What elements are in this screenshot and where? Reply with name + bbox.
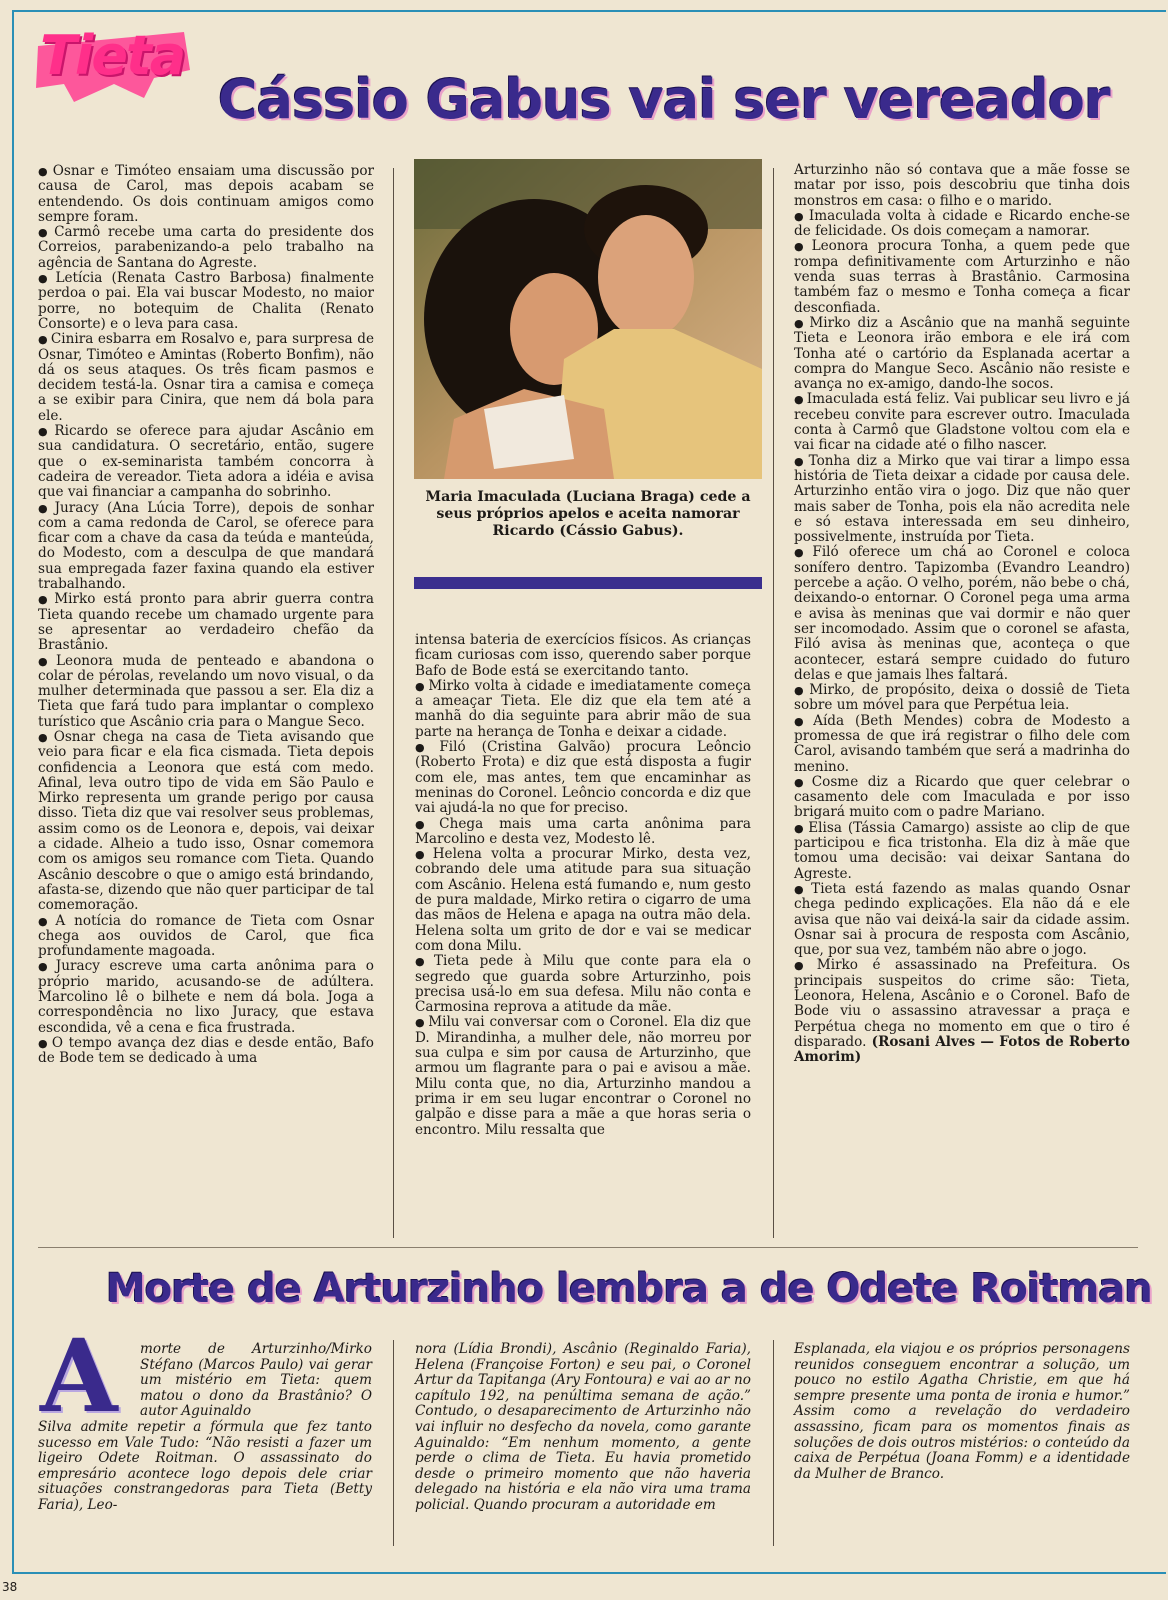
story2-col3: Esplanada, ela viajou e os próprios personagens reunidos conseguem encontrar a solução, um pouco no estilo Agatha Christie, em que há sempre presente uma ponta de ironia e humor.” Assim como a revelação do verdadeiro assassino, ficam para os momentos finais as soluções de dois outros mistérios: o conteúdo da caixa de Perpétua (Joana Fomm) e a identidade da Mulher de Branco.	[794, 1341, 1130, 1482]
story2-col1-top: morte de Arturzinho/Mirko Stéfano (Marcos Paulo) vai gerar um mistério em Tieta: quem matou o dono da Brastânio? O autor Aguinaldo	[140, 1341, 372, 1420]
news-item	[38, 654, 374, 730]
bullet-icon: ●	[38, 593, 52, 607]
item-text: Osnar chega na casa de Tieta avisando que veio para ficar e ela fica cismada. Tieta depois confidencia a Leonora que está com medo. Afinal, leva outro tipo de vida em São Paulo e Mirko representa um grande perigo por causa disso. Tieta diz que vai resolver seus problemas, assim como os de Leonora e, depois, vai deixar a cidade. Alheio a tudo isso, Osnar comemora com os amigos seu romance com Tieta. Quando Ascânio descobre o que o amigo está brindando, afasta-se, dizendo que não quer participar de tal comemoração.	[38, 728, 374, 914]
item-text: O tempo avança dez dias e desde então, Bafo de Bode tem se dedicado à uma	[38, 1034, 374, 1067]
news-item	[415, 954, 751, 1015]
news-item	[794, 209, 1130, 240]
photo-caption: Maria Imaculada (Luciana Braga) cede a seus próprios apelos e aceita namorar Ricardo (Cássio Gabus).	[425, 489, 751, 539]
bullet-icon: ●	[38, 1036, 49, 1050]
item-text: intensa bateria de exercícios físicos. As crianças ficam curiosas com isso, querendo saber porque Bafo de Bode está se exercitando tanto.	[415, 632, 751, 679]
news-item	[415, 1015, 751, 1137]
item-text: Cinira esbarra em Rosalvo e, para surpresa de Osnar, Timóteo e Amintas (Roberto Bonfim), não dá os seus ataques. Os três ficam pasmos e decidem testá-la. Osnar tira a camisa e começa a se exibir para Cinira, que nem dá bola para ele.	[38, 331, 374, 424]
bullet-icon: ●	[415, 741, 437, 755]
column-divider	[773, 168, 774, 1238]
bullet-icon: ●	[38, 226, 52, 240]
item-text: Letícia (Renata Castro Barbosa) finalmente perdoa o pai. Ela vai buscar Modesto, no maior porre, no botequim de Chalita (Renato Consorte) e o leva para casa.	[38, 270, 374, 332]
bullet-icon: ●	[38, 165, 50, 178]
item-text: Mirko é assassinado na Prefeitura. Os principais suspeitos do crime são: Tieta, Leonora, Helena, Ascânio e o Coronel. Bafo de Bode viu o assassino atravessar a praça e Perpétua chega no momento em que o tiro é disparado.	[794, 957, 1130, 1050]
caption-accent-bar	[414, 577, 762, 589]
logo-text: Tieta	[40, 24, 185, 87]
item-text: Tieta pede à Milu que conte para ela o segredo que guarda sobre Arturzinho, pois precisa usá-lo em sua defesa. Milu não conta e Carmosina reprova a atitude da mãe.	[415, 953, 751, 1016]
bullet-icon: ●	[415, 848, 430, 862]
item-text: Aída (Beth Mendes) cobra de Modesto a promessa de que irá registrar o filho dele com Carol, avisando também que será a madrinha do menino.	[794, 712, 1130, 775]
item-text: Imaculada volta à cidade e Ricardo enche-se de felicidade. Os dois começam a namorar.	[794, 207, 1130, 240]
news-item	[794, 316, 1130, 392]
item-text: Elisa (Tássia Camargo) assiste ao clip de que participou e fica tristonha. Ela diz à mãe que tomou uma decisão: vai deixar Santana do Agreste.	[794, 819, 1130, 882]
news-item	[794, 683, 1130, 714]
byline: (Rosani Alves — Fotos de Roberto Amorim)	[794, 1033, 1130, 1066]
secondary-headline: Morte de Arturzinho lembra a de Odete Roitman	[106, 1266, 1152, 1312]
bullet-icon: ●	[38, 272, 53, 286]
story2-col1-rest: Silva admite repetir a fórmula que fez tanto sucesso em Vale Tudo: “Não resisti a fazer um ligeiro Odete Roitman. O assassinato do empresário acontece logo depois dele criar situações constrangedoras para Tieta (Betty Faria), Leo-	[38, 1419, 372, 1513]
item-text: Mirko, de propósito, deixa o dossiê de Tieta sobre um móvel para que Perpétua leia.	[794, 682, 1130, 714]
item-text: Cosme diz a Ricardo que quer celebrar o casamento dele com Imaculada e por isso brigará muito com o padre Mariano.	[794, 773, 1130, 821]
item-text: Leonora muda de penteado e abandona o colar de pérolas, revelando um novo visual, o da mulher determinada que passou a ser. Ela diz a Tieta que fará tudo para implantar o complexo turístico que Ascânio cria para o Mangue Seco.	[38, 652, 375, 730]
item-text: Juracy escreve uma carta anônima para o próprio marido, acusando-se de adúltera. Marcolino lê o bilhete e nem dá bola. Joga a correspondência no lixo Juracy, que estava escondida, vê a cena e fica frustrada.	[38, 958, 374, 1036]
news-item	[794, 775, 1130, 821]
item-text: Carmô recebe uma carta do presidente dos Correios, parabenizando-a pelo trabalho na agência de Santana do Agreste.	[38, 224, 374, 271]
item-text: Ricardo se oferece para ajudar Ascânio em sua candidatura. O secretário, então, sugere que o ex-seminarista também concorra à cadeira de vereador. Tieta adora a idéia e avisa que vai financiar a campanha do sobrinho.	[38, 423, 374, 501]
bullet-icon: ●	[794, 714, 811, 728]
item-text: Mirko diz a Ascânio que na manhã seguinte Tieta e Leonora irão embora e ele irá com Tonha até o cartório da Esplanada acertar a compra do Mangue Seco. Ascânio não resiste e avança no ex-amigo, dando-lhe socos.	[794, 314, 1130, 393]
continued-paragraph	[794, 163, 1130, 209]
item-text: Filó oferece um chá ao Coronel e coloca sonífero dentro. Tapizomba (Evandro Leandro) percebe a ação. O velho, porém, não bebe o chá, deixando-o entornar. O Coronel pega uma arma e avisa às meninas que vai dormir e não quer ser incomodado. Assim que o coronel se afasta, Filó avisa às meninas que, aconteça o que acontecer, estará sempre cuidado do futuro delas e que jamais lhes faltará.	[794, 544, 1130, 683]
news-item	[38, 164, 374, 225]
news-item	[38, 501, 374, 593]
drop-cap: A	[40, 1317, 118, 1435]
bullet-icon: ●	[38, 501, 52, 515]
news-item	[794, 239, 1130, 315]
news-item	[794, 821, 1130, 882]
item-text: Arturzinho não só contava que a mãe fosse se matar por isso, pois descobriu que tinha dois monstros em casa: o filho e o marido.	[794, 162, 1130, 209]
item-text: Imaculada está feliz. Vai publicar seu livro e já recebeu convite para escrever outro. Imaculada conta à Carmô que Gladstone voltou com ela e vai ficar na cidade até o filho nascer.	[794, 391, 1130, 454]
news-item	[38, 730, 374, 914]
bullet-icon: ●	[794, 684, 807, 698]
bullet-icon: ●	[794, 454, 806, 468]
news-item	[794, 454, 1130, 546]
news-item	[38, 914, 374, 960]
item-text: Mirko está pronto para abrir guerra contra Tieta quando recebe um chamado urgente para se apresentar ao verdadeiro chefão da Brastânio.	[38, 591, 374, 654]
bullet-icon: ●	[794, 209, 806, 223]
news-item	[415, 679, 751, 740]
news-item	[794, 392, 1130, 453]
couple-photo-icon	[414, 159, 762, 479]
story2-col2: nora (Lídia Brondi), Ascânio (Reginaldo Faria), Helena (Françoise Forton) e seu pai, o Coronel Artur da Tapitanga (Ary Fontoura) e vai ao ar no capítulo 192, na penúltima semana de ação.” Contudo, o desaparecimento de Arturzinho não vai influir no desfecho da novela, como garante Aguinaldo: “Em nenhum momento, a gente perde o clima de Tieta. Eu havia prometido desde o primeiro momento que não haveria delegado na história e ela não vira uma trama policial. Quando procuram a autoridade em	[415, 1341, 751, 1513]
bullet-icon: ●	[794, 316, 807, 330]
page-number: 38	[2, 1580, 18, 1594]
bullet-icon: ●	[415, 1016, 426, 1030]
news-item	[38, 959, 374, 1035]
bullet-icon: ●	[794, 546, 810, 560]
column-divider	[773, 1340, 774, 1546]
news-item	[38, 225, 374, 271]
news-item	[415, 740, 751, 816]
bullet-icon: ●	[415, 955, 431, 969]
bullet-icon: ●	[794, 775, 809, 789]
news-item	[415, 847, 751, 954]
bullet-icon: ●	[38, 333, 48, 347]
tieta-logo	[34, 18, 194, 108]
bullet-icon: ●	[794, 393, 804, 407]
bullet-icon: ●	[794, 821, 806, 835]
bullet-icon: ●	[415, 817, 437, 831]
item-text: Filó (Cristina Galvão) procura Leôncio (Roberto Frota) e diz que está disposta a fugir com ele, mas antes, tem que encaminhar as meninas do Coronel. Leôncio concorda e diz que vai ajudá-la no que for preciso.	[415, 739, 751, 817]
bullet-icon: ●	[38, 914, 53, 928]
continued-paragraph	[415, 633, 751, 679]
news-item	[794, 714, 1130, 775]
bullet-icon: ●	[415, 679, 426, 693]
news-item	[794, 882, 1130, 958]
item-text: Tonha diz a Mirko que vai tirar a limpo essa história de Tieta deixar a cidade por causa dele. Arturzinho então vira o jogo. Diz que não quer mais saber de Tonha, pois ela não acredita nele e só estava interessada em seu dinheiro, possivelmente, instruída por Tieta.	[794, 452, 1130, 546]
item-text: Chega mais uma carta anônima para Marcolino e desta vez, Modesto lê.	[415, 815, 751, 847]
news-item	[38, 592, 374, 653]
column-divider	[393, 1340, 394, 1546]
bullet-icon: ●	[38, 730, 51, 744]
item-text: Milu vai conversar com o Coronel. Ela diz que D. Mirandinha, a mulher dele, não morreu por sua culpa e sim por causa de Arturzinho, que armou um flagrante para o pai e avisou a mãe. Milu conta que, no dia, Arturzinho mandou a prima ir em seu lugar encontrar o Coronel no galpão e disse para a mãe a que horas seria o encontro. Milu ressalta que	[415, 1014, 751, 1138]
bullet-icon: ●	[38, 654, 54, 668]
item-text: Helena volta a procurar Mirko, desta vez, cobrando dele uma atitude para sua situação com Ascânio. Helena está fumando e, num gesto de pura maldade, Mirko retira o cigarro de uma das mãos de Helena e apaga na outra mão dela. Helena solta um grito de dor e vai se medicar com dona Milu.	[415, 846, 751, 954]
item-text: Tieta está fazendo as malas quando Osnar chega pedindo explicações. Ela não dá e ele avisa que não vai deixá-la sair da cidade assim. Osnar sai à procura de resposta com Ascânio, que, por sua vez, também não abre o jogo.	[794, 880, 1130, 959]
bullet-icon: ●	[794, 959, 814, 973]
column-2	[415, 633, 751, 1138]
news-item	[38, 332, 374, 424]
news-item	[794, 958, 1130, 1065]
news-item	[794, 545, 1130, 683]
item-text: Mirko volta à cidade e imediatamente começa a ameaçar Tieta. Ele diz que ela tem até a manhã do dia seguinte para abrir mão de sua parte na herança de Tonha e deixar a cidade.	[415, 677, 751, 740]
item-text: Leonora procura Tonha, a quem pede que rompa definitivamente com Arturzinho e não venda suas terras à Brastânio. Carmosina também faz o mesmo e Tonha começa a ficar desconfiada.	[794, 238, 1130, 316]
news-item	[38, 424, 374, 500]
column-divider	[393, 168, 394, 1238]
news-item	[415, 817, 751, 848]
item-text: Juracy (Ana Lúcia Torre), depois de sonhar com a cama redonda de Carol, se oferece para ficar com a chave da casa da teúda e manteúda, do Modesto, com a desculpa de que mandará sua empregada fazer faxina quando ela estiver trabalhando.	[38, 499, 374, 593]
column-1	[38, 164, 374, 1067]
news-item	[38, 271, 374, 332]
news-item	[38, 1036, 374, 1067]
bullet-icon: ●	[794, 882, 809, 896]
bullet-icon: ●	[38, 960, 53, 974]
column-3	[794, 163, 1130, 1066]
item-text: Osnar e Timóteo ensaiam uma discussão por causa de Carol, mas depois acabam se entendendo. Os dois continuam amigos como sempre foram.	[38, 163, 374, 225]
section-divider	[38, 1247, 1138, 1248]
page-title: Cássio Gabus vai ser vereador	[218, 68, 1110, 131]
item-text: A notícia do romance de Tieta com Osnar chega aos ouvidos de Carol, que fica profundamente magoada.	[38, 912, 375, 960]
bullet-icon: ●	[38, 425, 52, 439]
bullet-icon: ●	[794, 240, 809, 254]
couple-photo	[414, 159, 762, 479]
